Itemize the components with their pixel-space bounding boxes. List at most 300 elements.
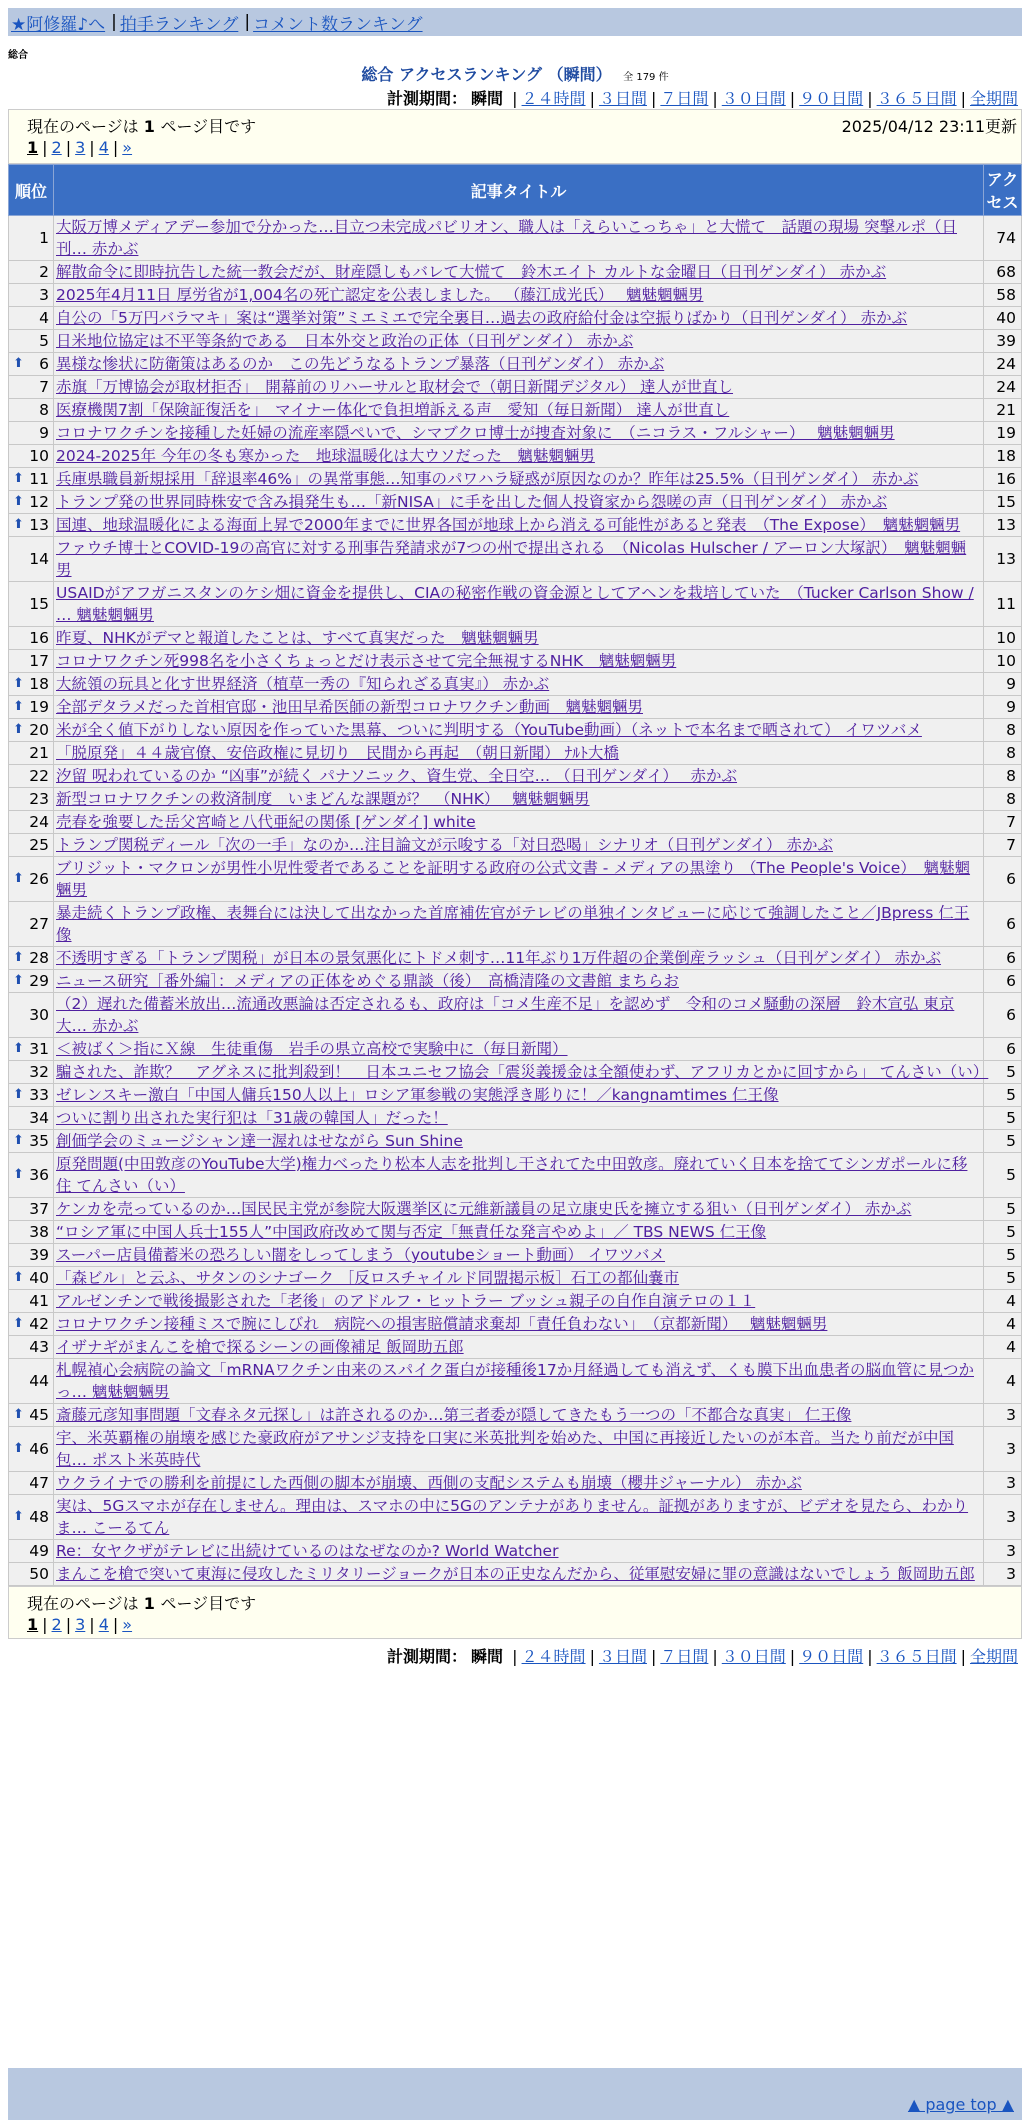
period-separator: |	[589, 1647, 595, 1666]
article-link[interactable]: トランプ関税ディール「次の一手」なのか…注目論文が示唆する「対日恐喝」シナリオ（日刊ゲンダイ） 赤かぶ	[56, 836, 833, 854]
page-separator: |	[89, 138, 95, 157]
period-selector-top	[387, 86, 1022, 109]
title-cell	[54, 353, 984, 376]
title-cell	[54, 491, 984, 514]
article-link[interactable]: コロナワクチンを接種した妊婦の流産率隠ぺいで、シマブクロ博士が捜査対象に （ニコラス・フルシャー） 魑魅魍魎男	[56, 424, 895, 442]
period-link-1[interactable]: ３日間	[598, 1647, 647, 1666]
table-row	[9, 902, 1022, 947]
rank-number: 35	[29, 1132, 49, 1150]
top-nav-bar	[8, 8, 1022, 36]
period-links	[512, 1647, 1022, 1666]
title-cell	[54, 1267, 984, 1290]
rank-number: 32	[29, 1063, 49, 1081]
rank-number: 43	[29, 1338, 49, 1356]
current-page-number: 1	[143, 117, 161, 136]
period-separator: |	[512, 1647, 518, 1666]
article-link[interactable]: ニュース研究［番外編］：メディアの正体をめぐる鼎談（後） 高橋清隆の文書館 まちらお	[56, 972, 679, 990]
article-link[interactable]: 汐留 呪われているのか “凶事”が続く パナソニック、資生党、全日空… （日刊ゲンダイ） 赤かぶ	[56, 767, 738, 785]
access-count: 5	[984, 1153, 1022, 1198]
rank-cell	[9, 582, 54, 627]
title-cell	[54, 468, 984, 491]
article-link[interactable]: コロナワクチン接種ミスで腕にしびれ 病院への損害賠償請求棄却「責任負わない」 （京都新聞） 魑魅魍魎男	[56, 1315, 828, 1333]
title-cell	[54, 582, 984, 627]
table-row	[9, 673, 1022, 696]
page-link-2[interactable]: 2	[51, 1615, 62, 1634]
access-count: 6	[984, 857, 1022, 902]
period-link-0[interactable]: ２４時間	[521, 89, 586, 108]
rank-number: 30	[29, 1006, 49, 1024]
access-count: 5	[984, 1130, 1022, 1153]
period-links	[512, 89, 1022, 108]
rank-up-arrow-icon: ⬆	[13, 471, 24, 486]
article-link[interactable]: ブリジット・マクロンが男性小児性愛者であることを証明する政府の公式文書 - メディアの黒塗り （The People's Voice） 魑魅魍魎男	[56, 859, 971, 899]
rank-number: 49	[29, 1542, 49, 1560]
period-link-6[interactable]: 全期間	[969, 1647, 1018, 1666]
article-link[interactable]: 創価学会のミュージシャン達一渥れはせながら Sun Shine	[56, 1132, 463, 1150]
rank-up-arrow-icon: ⬆	[13, 1316, 24, 1331]
rank-up-arrow-icon: ⬆	[13, 699, 24, 714]
page-info-text: 現在のページは	[27, 117, 144, 136]
title-cell	[54, 422, 984, 445]
rank-up-arrow-icon: ⬆	[13, 1270, 24, 1285]
title-cell	[54, 673, 984, 696]
table-row	[9, 1198, 1022, 1221]
access-count: 8	[984, 788, 1022, 811]
period-separator: |	[712, 1647, 718, 1666]
period-separator: |	[789, 1647, 796, 1666]
period-link-4[interactable]: ９０日間	[799, 89, 864, 108]
table-row	[9, 514, 1022, 537]
access-count: 4	[984, 1290, 1022, 1313]
rank-cell	[9, 307, 54, 330]
rank-cell	[9, 330, 54, 353]
rank-cell	[9, 696, 54, 719]
next-page-link[interactable]: »	[122, 1615, 133, 1634]
access-count: 24	[984, 353, 1022, 376]
pagination-box-top	[8, 109, 1022, 164]
page-link-3[interactable]: 3	[75, 138, 86, 157]
access-count: 5	[984, 1061, 1022, 1084]
title-cell	[54, 307, 984, 330]
access-count: 8	[984, 765, 1022, 788]
title-header: 記事タイトル	[54, 165, 984, 216]
table-row	[9, 445, 1022, 468]
article-link[interactable]: ＜被ばく＞指にＸ線 生徒重傷 岩手の県立高校で実験中に（毎日新聞）	[56, 1040, 568, 1058]
rank-number: 27	[29, 915, 49, 933]
article-link[interactable]: 「脱原発」４４歳官僚、安倍政権に見切り 民間から再起 （朝日新聞） ﾅﾙﾄ大橋	[56, 744, 619, 762]
rank-cell	[9, 284, 54, 307]
article-link[interactable]: 「森ビル」と云ふ、サタンのシナゴーク ［反ロスチャイルド同盟掲示板］石工の都仙嚢市	[56, 1269, 680, 1287]
rank-cell	[9, 1084, 54, 1107]
access-count: 9	[984, 673, 1022, 696]
table-row	[9, 582, 1022, 627]
title-cell	[54, 902, 984, 947]
title-cell	[54, 1290, 984, 1313]
rank-cell	[9, 857, 54, 902]
rank-number: 34	[29, 1109, 49, 1127]
rank-number: 8	[39, 401, 49, 419]
title-cell	[54, 284, 984, 307]
table-row	[9, 765, 1022, 788]
rank-number: 4	[39, 309, 49, 327]
current-page-number: 1	[143, 1594, 161, 1613]
rank-number: 36	[29, 1166, 49, 1184]
title-cell	[54, 811, 984, 834]
table-row	[9, 1359, 1022, 1404]
article-link[interactable]: 実は、5Gスマホが存在しません。理由は、スマホの中に5Gのアンテナがありません。証拠がありますが、ビデオを見たら、わかりま… こーるてん	[56, 1497, 969, 1537]
rank-number: 37	[29, 1200, 49, 1218]
page-top-link[interactable]: ▲ page top ▲	[907, 2095, 1014, 2114]
page-link-3[interactable]: 3	[75, 1615, 86, 1634]
period-separator: |	[650, 1647, 657, 1666]
access-count: 13	[984, 537, 1022, 582]
title-cell	[54, 261, 984, 284]
article-link[interactable]: 国連、地球温暖化による海面上昇で2000年までに世界各国が地球上から消える可能性があると発表 （The Expose） 魑魅魍魎男	[56, 516, 961, 534]
rank-header: 順位	[9, 165, 54, 216]
access-count: 11	[984, 582, 1022, 627]
period-separator: |	[960, 89, 966, 108]
period-link-2[interactable]: ７日間	[660, 89, 709, 108]
page-current: 1	[27, 1615, 39, 1634]
period-link-3[interactable]: ３０日間	[721, 89, 786, 108]
table-row	[9, 970, 1022, 993]
title-cell	[54, 857, 984, 902]
title-cell	[54, 1336, 984, 1359]
rank-cell	[9, 1472, 54, 1495]
period-separator: |	[960, 1647, 966, 1666]
page-link-4[interactable]: 4	[98, 1615, 109, 1634]
table-row	[9, 1472, 1022, 1495]
access-count: 5	[984, 1221, 1022, 1244]
period-link-1[interactable]: ３日間	[598, 89, 647, 108]
period-separator: |	[789, 89, 796, 108]
rank-up-arrow-icon: ⬆	[13, 950, 24, 965]
rank-cell	[9, 1267, 54, 1290]
title-cell	[54, 514, 984, 537]
article-link[interactable]: “ロシア軍に中国人兵士155人”中国政府改めて関与否定「無責任な発言やめよ」／ TBS NEWS 仁王像	[56, 1223, 767, 1241]
rank-cell	[9, 650, 54, 673]
access-count: 8	[984, 742, 1022, 765]
rank-number: 20	[29, 721, 49, 739]
comment-ranking-link[interactable]: コメント数ランキング	[253, 14, 423, 35]
rank-cell	[9, 1359, 54, 1404]
rank-number: 45	[29, 1406, 49, 1424]
page-separator: |	[65, 1615, 72, 1634]
article-link[interactable]: 日米地位協定は不平等条約である 日本外交と政治の正体（日刊ゲンダイ） 赤かぶ	[56, 332, 634, 350]
rank-cell	[9, 1198, 54, 1221]
access-count: 3	[984, 1472, 1022, 1495]
rank-number: 38	[29, 1223, 49, 1241]
rank-number: 41	[29, 1292, 49, 1310]
page-separator: |	[42, 1615, 48, 1634]
access-count: 39	[984, 330, 1022, 353]
home-link[interactable]: ★阿修羅♪へ	[11, 14, 106, 35]
nav-separator: |	[244, 12, 251, 32]
title-cell	[54, 1495, 984, 1540]
table-row	[9, 330, 1022, 353]
access-count: 19	[984, 422, 1022, 445]
table-row	[9, 696, 1022, 719]
rank-up-arrow-icon: ⬆	[13, 871, 24, 886]
rank-number: 16	[29, 629, 49, 647]
period-link-6[interactable]: 全期間	[969, 89, 1018, 108]
rank-cell	[9, 353, 54, 376]
rank-number: 3	[39, 286, 49, 304]
article-link[interactable]: コロナワクチン死998名を小さくちょっとだけ表示させて完全無視するNHK 魑魅魍魎男	[56, 652, 677, 670]
article-link[interactable]: 不透明すぎる「トランプ関税」が日本の景気悪化にトドメ刺す…11年ぶり1万件超の企業倒産ラッシュ（日刊ゲンダイ） 赤かぶ	[56, 949, 942, 967]
rank-number: 46	[29, 1440, 49, 1458]
access-count: 5	[984, 1198, 1022, 1221]
article-link[interactable]: 大阪万博メディアデー参加で分かった…目立つ未完成パビリオン、職人は「えらいこっちゃ」と大慌て 話題の現場 突撃ルポ（日刊… 赤かぶ	[56, 218, 957, 258]
rank-number: 10	[29, 447, 49, 465]
rank-number: 5	[39, 332, 49, 350]
page-info-text: 現在のページは	[27, 1594, 144, 1613]
table-row	[9, 627, 1022, 650]
rank-cell	[9, 627, 54, 650]
table-row	[9, 1130, 1022, 1153]
title-cell	[54, 1404, 984, 1427]
rank-number: 15	[29, 595, 49, 613]
article-link[interactable]: 兵庫県職員新規採用「辞退率46%」の異常事態…知事のパワハラ疑惑が原因なのか？昨年は25.5%（日刊ゲンダイ） 赤かぶ	[56, 470, 919, 488]
access-count: 7	[984, 834, 1022, 857]
table-row	[9, 742, 1022, 765]
title-cell	[54, 1244, 984, 1267]
next-page-link[interactable]: »	[122, 138, 133, 157]
rank-cell	[9, 742, 54, 765]
period-link-2[interactable]: ７日間	[660, 1647, 709, 1666]
table-row	[9, 1244, 1022, 1267]
period-link-3[interactable]: ３０日間	[721, 1647, 786, 1666]
rank-number: 29	[29, 972, 49, 990]
article-link[interactable]: 昨夏、NHKがデマと報道したことは、すべて真実だった 魑魅魍魎男	[56, 629, 539, 647]
title-cell	[54, 1038, 984, 1061]
article-link[interactable]: USAIDがアフガニスタンのケシ畑に資金を提供し、CIAの秘密作戦の資金源としてアヘンを栽培していた （Tucker Carlson Show / … 魑魅魍魎男	[56, 584, 974, 624]
access-count: 68	[984, 261, 1022, 284]
period-link-4[interactable]: ９０日間	[799, 1647, 864, 1666]
access-count: 6	[984, 947, 1022, 970]
table-row	[9, 1540, 1022, 1563]
rank-cell	[9, 1495, 54, 1540]
rank-cell	[9, 970, 54, 993]
rank-number: 14	[29, 550, 49, 568]
access-count: 4	[984, 1336, 1022, 1359]
category-label: 総合	[8, 50, 28, 61]
rank-number: 1	[39, 229, 49, 247]
page-current: 1	[27, 138, 39, 157]
table-row	[9, 1427, 1022, 1472]
rank-number: 44	[29, 1372, 49, 1390]
rank-cell	[9, 1290, 54, 1313]
rank-cell	[9, 491, 54, 514]
table-row	[9, 307, 1022, 330]
table-row	[9, 1336, 1022, 1359]
page-link-4[interactable]: 4	[98, 138, 109, 157]
rank-cell	[9, 811, 54, 834]
article-link[interactable]: 新型コロナワクチンの救済制度 いまどんな課題が？ （NHK） 魑魅魍魎男	[56, 790, 590, 808]
rank-number: 26	[29, 870, 49, 888]
article-link[interactable]: アルゼンチンで戦後撮影された「老後」のアドルフ・ヒットラー ブッシュ親子の自作自演テロの１１	[56, 1292, 756, 1310]
nav-separator: |	[111, 12, 117, 32]
article-link[interactable]: ファウチ博士とCOVID-19の高官に対する刑事告発請求が7つの州で提出される （Nicolas Hulscher / アーロン大塚訳） 魑魅魍魎男	[56, 539, 967, 579]
article-link[interactable]: 札幌禎心会病院の論文「mRNAワクチン由来のスパイク蛋白が接種後17か月経過しても消えず、くも膜下出血患者の脳血管に見つかっ… 魑魅魍魎男	[56, 1361, 974, 1401]
access-count: 3	[984, 1540, 1022, 1563]
access-count: 21	[984, 399, 1022, 422]
rank-cell	[9, 673, 54, 696]
pagination-box-bottom	[8, 1586, 1022, 1639]
table-row	[9, 422, 1022, 445]
table-row	[9, 1267, 1022, 1290]
article-link[interactable]: 暴走続くトランプ政権、表舞台には決して出なかった首席補佐官がテレビの単独インタビューに応じて強調したこと／JBpress 仁王像	[56, 904, 970, 944]
article-link[interactable]: 自公の「5万円バラマキ」案は“選挙対策”ミエミエで完全裏目…過去の政府給付金は空振りばかり（日刊ゲンダイ） 赤かぶ	[56, 309, 908, 327]
title-cell	[54, 719, 984, 742]
rank-number: 13	[29, 516, 49, 534]
title-cell	[54, 445, 984, 468]
article-link[interactable]: 医療機関7割「保険証復活を」 マイナー体化で負担増訴える声 愛知（毎日新聞） 達人が世直し	[56, 401, 730, 419]
rank-up-arrow-icon: ⬆	[13, 1167, 24, 1182]
page-info-text: ページ目です	[160, 117, 257, 136]
rank-number: 7	[39, 378, 49, 396]
table-row	[9, 719, 1022, 742]
rank-number: 23	[29, 790, 49, 808]
period-link-5[interactable]: ３６５日間	[876, 89, 957, 108]
article-link[interactable]: 原発問題(中田敦彦のYouTube大学)権力べったり松本人志を批判し干されてた中田敦彦。廃れていく日本を捨ててシンガポールに移住 てんさい（い）	[56, 1155, 968, 1195]
access-count: 15	[984, 491, 1022, 514]
period-separator: |	[867, 1647, 873, 1666]
period-separator: |	[589, 89, 595, 108]
rank-up-arrow-icon: ⬆	[13, 494, 24, 509]
title-cell	[54, 376, 984, 399]
article-link[interactable]: 大統領の玩具と化す世界経済（植草一秀の『知られざる真実』） 赤かぶ	[56, 675, 550, 693]
table-row	[9, 947, 1022, 970]
access-count: 5	[984, 1267, 1022, 1290]
access-count: 5	[984, 1107, 1022, 1130]
page-separator: |	[65, 138, 72, 157]
table-row	[9, 857, 1022, 902]
rank-cell	[9, 376, 54, 399]
rank-number: 6	[39, 355, 49, 373]
rank-number: 11	[29, 470, 49, 488]
rank-cell	[9, 445, 54, 468]
article-link[interactable]: 売春を強要した岳父宮崎と八代亜紀の関係 [ゲンダイ] white	[56, 813, 476, 831]
title-cell	[54, 330, 984, 353]
article-link[interactable]: ゼレンスキー激白「中国人傭兵150人以上」ロシア軍参戦の実態浮き彫りに！／kangnamtimes 仁王像	[56, 1086, 779, 1104]
article-link[interactable]: まんこを槍で突いて東海に侵攻したミリタリージョークが日本の正史なんだから、従軍慰安婦に罪の意識はないでしょう 飯岡助五郎	[56, 1565, 975, 1583]
table-row	[9, 1153, 1022, 1198]
table-row	[9, 834, 1022, 857]
article-link[interactable]: ウクライナでの勝利を前提にした西側の脚本が崩壊、西側の支配システムも崩壊（櫻井ジャーナル） 赤かぶ	[56, 1474, 802, 1492]
table-row	[9, 993, 1022, 1038]
updated-time: 2025/04/12 23:11更新	[841, 117, 1017, 136]
article-link[interactable]: トランプ発の世界同時株安で含み損発生も…「新NISA」に手を出した個人投資家から怨嗟の声（日刊ゲンダイ） 赤かぶ	[56, 493, 888, 511]
article-link[interactable]: 宇、米英覇権の崩壊を感じた豪政府がアサンジ支持を口実に米英批判を始めた、中国に再接近したいのが本音。当たり前だが中国包… ポスト米英時代	[56, 1429, 954, 1469]
rank-number: 42	[29, 1315, 49, 1333]
page-separator: |	[112, 1615, 119, 1634]
rank-number: 2	[39, 263, 49, 281]
table-row	[9, 353, 1022, 376]
table-row	[9, 261, 1022, 284]
access-count: 10	[984, 650, 1022, 673]
page-link-2[interactable]: 2	[51, 138, 62, 157]
access-count: 10	[984, 627, 1022, 650]
rank-up-arrow-icon: ⬆	[13, 1087, 24, 1102]
table-row	[9, 491, 1022, 514]
rank-number: 40	[29, 1269, 49, 1287]
article-link[interactable]: 2024-2025年 今年の冬も寒かった 地球温暖化は大ウソだった 魑魅魍魎男	[56, 447, 595, 465]
access-count: 8	[984, 719, 1022, 742]
title-cell	[54, 970, 984, 993]
article-link[interactable]: イザナギがまんこを槍で探るシーンの画像補足 飯岡助五郎	[56, 1338, 464, 1356]
access-count: 9	[984, 696, 1022, 719]
rank-up-arrow-icon: ⬆	[13, 1133, 24, 1148]
title-cell	[54, 1313, 984, 1336]
title-cell	[54, 788, 984, 811]
rank-number: 47	[29, 1474, 49, 1492]
article-link[interactable]: 2025年4月11日 厚労省が1,004名の死亡認定を公表しました。 （藤江成光氏） 魑魅魍魎男	[56, 286, 704, 304]
rank-number: 17	[29, 652, 49, 670]
article-link[interactable]: スーパー店員備蓄米の恐ろしい闇をしってしまう（youtubeショート動画） イワツバメ	[56, 1246, 666, 1264]
title-cell	[54, 216, 984, 261]
period-link-5[interactable]: ３６５日間	[876, 1647, 957, 1666]
article-link[interactable]: （2）遅れた備蓄米放出…流通改悪論は否定されるも、政府は「コメ生産不足」を認めず 令和のコメ騒動の深層 鈴木宣弘 東京大… 赤かぶ	[56, 995, 955, 1035]
period-link-0[interactable]: ２４時間	[521, 1647, 586, 1666]
rank-cell	[9, 537, 54, 582]
rank-cell	[9, 1427, 54, 1472]
page-title	[0, 62, 1030, 85]
article-link[interactable]: 解散命令に即時抗告した統一教会だが、財産隠しもバレて大慌て 鈴木エイト カルトな金曜日（日刊ゲンダイ） 赤かぶ	[56, 263, 887, 281]
article-link[interactable]: ついに割り出された実行犯は「31歳の韓国人」だった！	[56, 1109, 448, 1127]
article-link[interactable]: 異様な惨状に防衛策はあるのか この先どうなるトランプ暴落（日刊ゲンダイ） 赤かぶ	[56, 355, 665, 373]
access-count: 7	[984, 811, 1022, 834]
access-count: 74	[984, 216, 1022, 261]
table-row	[9, 1107, 1022, 1130]
table-row	[9, 376, 1022, 399]
rank-cell	[9, 947, 54, 970]
page-separator: |	[89, 1615, 95, 1634]
rank-cell	[9, 788, 54, 811]
rank-cell	[9, 422, 54, 445]
table-row	[9, 1563, 1022, 1586]
rank-up-arrow-icon: ⬆	[13, 676, 24, 691]
article-link[interactable]: 騙された、詐欺？ アグネスに批判殺到！ 日本ユニセフ協会「震災義援金は全額使わず、アフリカとかに回すから」 てんさい（い）	[56, 1063, 989, 1081]
article-link[interactable]: 赤旗「万博協会が取材拒否」 開幕前のリハーサルと取材会で（朝日新聞デジタル） 達人が世直し	[56, 378, 734, 396]
table-row	[9, 1084, 1022, 1107]
access-count: 18	[984, 445, 1022, 468]
table-row	[9, 1404, 1022, 1427]
article-link[interactable]: Re：女ヤクザがテレビに出続けているのはなぜなのか? World Watcher	[56, 1542, 559, 1560]
access-count: 40	[984, 307, 1022, 330]
table-row	[9, 1290, 1022, 1313]
rank-cell	[9, 765, 54, 788]
total-count: 全 179 件	[623, 72, 669, 83]
rank-up-arrow-icon: ⬆	[13, 517, 24, 532]
rank-up-arrow-icon: ⬆	[13, 1509, 24, 1524]
rank-cell	[9, 902, 54, 947]
article-link[interactable]: 米が全く値下がりしない原因を作っていた黒幕、ついに判明する（YouTube動画）（ネットで本名まで晒されて） イワツバメ	[56, 721, 922, 739]
rank-number: 9	[39, 424, 49, 442]
title-cell	[54, 1061, 989, 1084]
rank-number: 22	[29, 767, 49, 785]
rank-cell	[9, 1061, 54, 1084]
article-link[interactable]: 全部デタラメだった首相官邸・池田早希医師の新型コロナワクチン動画 魑魅魍魎男	[56, 698, 643, 716]
article-link[interactable]: 斎藤元彦知事問題「文春ネタ元探し」は許されるのか…第三者委が隠してきたもう一つの「不都合な真実」 仁王像	[56, 1406, 852, 1424]
title-cell	[54, 1221, 984, 1244]
article-link[interactable]: ケンカを売っているのか…国民民主党が参院大阪選挙区に元維新議員の足立康史氏を擁立する狙い（日刊ゲンダイ） 赤かぶ	[56, 1200, 912, 1218]
rank-number: 31	[29, 1040, 49, 1058]
title-cell	[54, 1563, 984, 1586]
title-cell	[54, 834, 984, 857]
clap-ranking-link[interactable]: 拍手ランキング	[119, 14, 239, 35]
rank-cell	[9, 1107, 54, 1130]
